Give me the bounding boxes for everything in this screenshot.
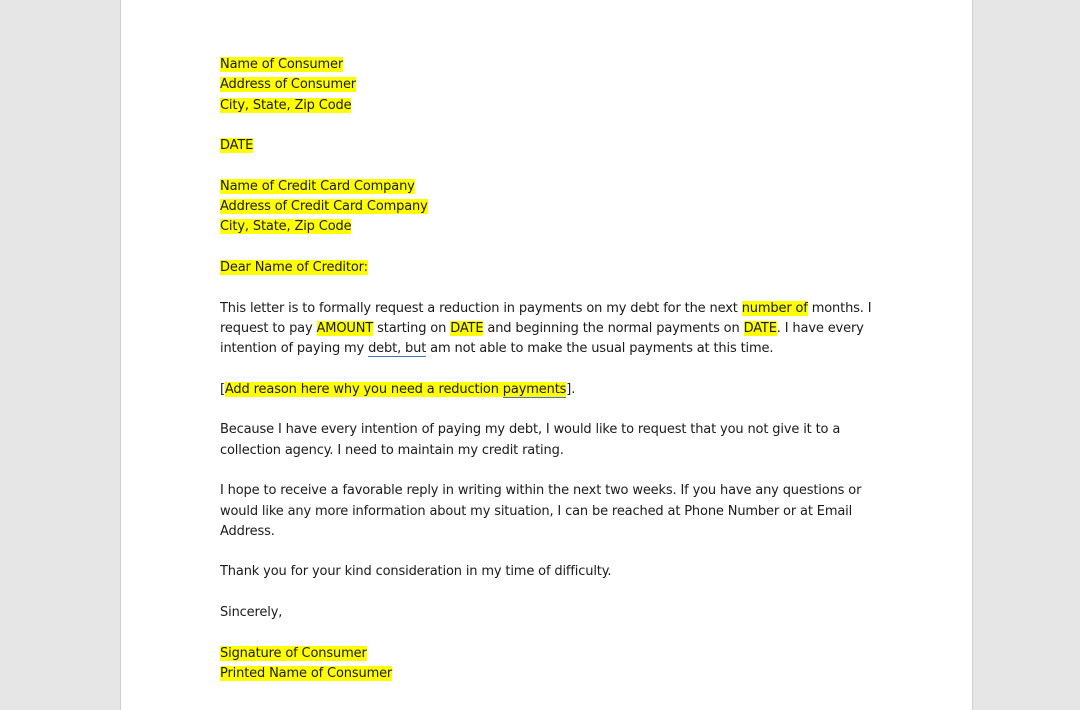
paragraph1-text: months. I xyxy=(807,300,872,316)
paragraph4-line1: I hope to receive a favorable reply in writing within the next two weeks. If you have any questions or xyxy=(220,483,862,499)
paragraph3-line2: collection agency. I need to maintain my credit rating. xyxy=(220,442,564,458)
paragraph1-text: . I have every xyxy=(776,320,864,336)
recipient-city-line xyxy=(220,217,870,237)
placeholder-amount: AMOUNT xyxy=(316,320,374,336)
paragraph1-text: This letter is to formally request a reduction in payments on my debt for the next xyxy=(220,300,742,316)
paragraph1-text: request to pay xyxy=(220,320,317,336)
paragraph5-line: Thank you for your kind consideration in my time of difficulty. xyxy=(220,564,612,580)
paragraph4-line2: would like any more information about my situation, I can be reached at Phone Number or at Email xyxy=(220,503,853,519)
paragraph1-text: intention of paying my xyxy=(220,341,369,357)
reason-text: Add reason here why you need a reduction xyxy=(224,381,503,397)
document-page[interactable] xyxy=(120,0,973,710)
recipient-city-state-zip: City, State, Zip Code xyxy=(220,219,352,235)
salutation-line xyxy=(220,258,870,278)
grammar-flag-debt-but[interactable]: debt, but xyxy=(368,341,427,357)
sender-name-line xyxy=(220,55,870,75)
recipient-address-line xyxy=(220,197,870,217)
paragraph1-text: am not able to make the usual payments at this time. xyxy=(426,341,774,357)
sender-city-state-zip: City, State, Zip Code xyxy=(220,97,352,113)
recipient-name: Name of Credit Card Company xyxy=(220,178,415,194)
placeholder-number-of: number of xyxy=(741,300,808,316)
placeholder-start-date: DATE xyxy=(450,320,484,336)
sender-address-line xyxy=(220,75,870,95)
printed-name-placeholder: Printed Name of Consumer xyxy=(220,665,393,681)
recipient-address: Address of Credit Card Company xyxy=(220,199,428,215)
paragraph1-line1 xyxy=(220,299,870,319)
bracket-open: [ xyxy=(220,381,225,397)
placeholder-normal-date: DATE xyxy=(743,320,777,336)
letter-body[interactable] xyxy=(220,55,870,684)
printed-name-line xyxy=(220,664,870,684)
signature-placeholder: Signature of Consumer xyxy=(220,645,367,661)
letter-date: DATE xyxy=(220,138,254,154)
paragraph2-line xyxy=(220,380,870,400)
grammar-flag-payments[interactable]: payments xyxy=(502,381,567,397)
signature-line xyxy=(220,644,870,664)
placeholder-reason xyxy=(225,382,566,397)
paragraph3-line1: Because I have every intention of paying my debt, I would like to request that you not give it to a xyxy=(220,422,841,438)
sender-name: Name of Consumer xyxy=(220,57,344,72)
paragraph4-line3: Address. xyxy=(220,523,275,539)
paragraph1-text: and beginning the normal payments on xyxy=(483,320,744,336)
salutation: Dear Name of Creditor: xyxy=(220,259,368,275)
paragraph1-line2 xyxy=(220,319,870,339)
sender-address: Address of Consumer xyxy=(220,77,357,93)
paragraph1-text: starting on xyxy=(373,320,451,336)
closing-line: Sincerely, xyxy=(220,605,283,621)
recipient-name-line xyxy=(220,177,870,197)
date-line xyxy=(220,136,870,156)
sender-city-line xyxy=(220,96,870,116)
bracket-close: ]. xyxy=(566,381,576,397)
paragraph1-line3 xyxy=(220,339,870,359)
